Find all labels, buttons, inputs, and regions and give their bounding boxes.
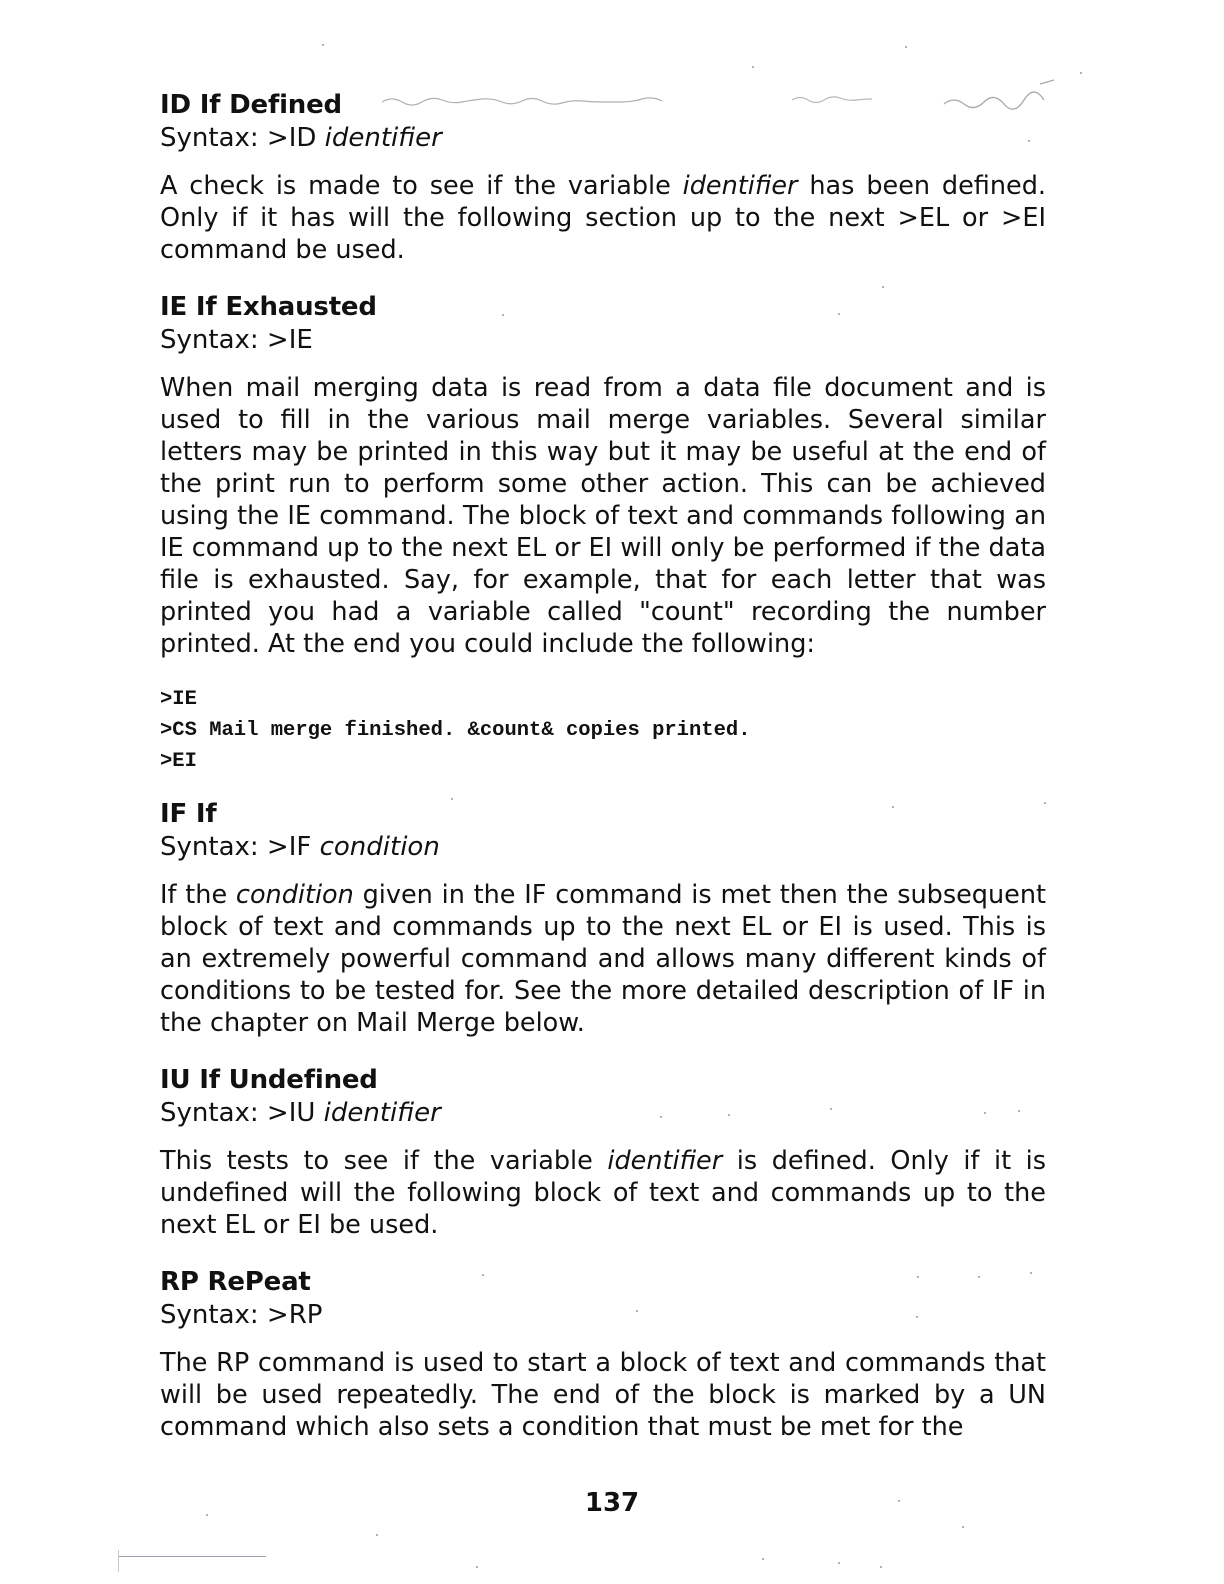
- bleed-through-smudge: [790, 90, 880, 108]
- paragraph-text: This tests to see if the variable: [160, 1146, 608, 1176]
- scan-speck: [376, 1534, 378, 1536]
- scan-speck: [206, 1514, 208, 1516]
- paragraph-text: A check is made to see if the variable: [160, 171, 683, 201]
- paragraph-text: given in the IF command is met then the subsequent block of text and commands up to the next EL or EI is used. This is an extremely powerful command and allows many different kinds of conditions to be tested for. See the more detailed description of IF in the chapter on Mail Merge below.: [160, 880, 1046, 1038]
- section-paragraph: [160, 1145, 1046, 1241]
- syntax-prefix: Syntax: >IU: [160, 1098, 324, 1128]
- section-heading: IF If: [160, 799, 217, 829]
- syntax-line: [160, 831, 1046, 863]
- scan-speck: [880, 1566, 882, 1568]
- section-ie-if-exhausted: [160, 290, 1046, 777]
- page-number: 137: [584, 1488, 640, 1518]
- scan-speck: [978, 1276, 980, 1278]
- scan-speck: [1044, 802, 1046, 804]
- scan-speck: [476, 1566, 478, 1568]
- syntax-prefix: Syntax: >RP: [160, 1300, 323, 1330]
- code-line: >CS Mail merge finished. &count& copies printed.: [160, 719, 751, 742]
- syntax-argument: identifier: [323, 1098, 441, 1128]
- scan-speck: [451, 798, 453, 800]
- scan-speck: [892, 806, 894, 808]
- code-line: >EI: [160, 750, 197, 773]
- scan-speck: [916, 1316, 918, 1318]
- scan-speck: [830, 1108, 832, 1110]
- scan-edge-mark: [118, 1550, 119, 1572]
- document-page: [160, 88, 1046, 1467]
- bleed-through-smudge: [380, 90, 680, 108]
- scan-speck: [322, 44, 324, 46]
- syntax-argument: condition: [319, 832, 440, 862]
- scan-speck: [728, 1114, 730, 1116]
- scan-speck: [962, 1526, 964, 1528]
- scan-speck: [660, 1116, 662, 1118]
- scan-speck: [752, 66, 754, 68]
- section-iu-if-undefined: [160, 1063, 1046, 1241]
- scan-speck: [482, 1274, 484, 1276]
- section-heading: IE If Exhausted: [160, 292, 377, 322]
- scan-speck: [898, 1500, 900, 1502]
- scan-speck: [917, 1276, 919, 1278]
- code-line: >IE: [160, 688, 197, 711]
- paragraph-emphasis: condition: [235, 880, 354, 910]
- section-paragraph: [160, 879, 1046, 1039]
- syntax-prefix: Syntax: >ID: [160, 123, 325, 153]
- footer-rule: [118, 1556, 266, 1557]
- section-paragraph: [160, 170, 1046, 266]
- scan-speck: [882, 286, 884, 288]
- scan-speck: [905, 46, 907, 48]
- syntax-prefix: Syntax: >IF: [160, 832, 320, 862]
- paragraph-emphasis: identifier: [682, 171, 798, 201]
- scan-speck: [984, 1112, 986, 1114]
- section-if-if: [160, 797, 1046, 1039]
- code-example: [160, 684, 1046, 777]
- scan-speck: [762, 1558, 764, 1560]
- syntax-line: [160, 1299, 1046, 1331]
- scan-speck: [1028, 140, 1030, 142]
- section-heading: ID If Defined: [160, 90, 342, 120]
- scan-speck: [1080, 72, 1082, 74]
- scan-speck: [838, 1562, 840, 1564]
- section-heading: RP RePeat: [160, 1267, 311, 1297]
- scan-speck: [1018, 1110, 1020, 1112]
- syntax-prefix: Syntax: >IE: [160, 325, 313, 355]
- section-heading: IU If Undefined: [160, 1065, 378, 1095]
- scan-speck: [636, 1310, 638, 1312]
- syntax-line: [160, 122, 1046, 154]
- paragraph-text: If the: [160, 880, 236, 910]
- paragraph-text: is defined. Only if it is undefined will the following block of text and commands up to the next EL or EI be used.: [160, 1146, 1046, 1240]
- section-paragraph: The RP command is used to start a block of text and commands that will be used repeatedly. The end of the block is marked by a UN command which also sets a condition that must be met for the: [160, 1348, 1046, 1442]
- syntax-line: [160, 1097, 1046, 1129]
- scan-speck: [1030, 1272, 1032, 1274]
- paragraph-emphasis: identifier: [607, 1146, 723, 1176]
- section-rp-repeat: [160, 1265, 1046, 1443]
- section-id-if-defined: [160, 88, 1046, 266]
- scan-speck: [838, 313, 840, 315]
- section-paragraph: When mail merging data is read from a data file document and is used to fill in the various mail merge variables. Several similar letters may be printed in this way but it may be useful at the end of the print run to perform some other action. This can be achieved using the IE command. The block of text and commands following an IE command up to the next EL or EI will only be performed if the data file is exhausted. Say, for example, that for each letter that was printed you had a variable called "count" recording the number printed. At the end you could include the following:: [160, 373, 1046, 659]
- scan-speck: [502, 314, 504, 316]
- bleed-through-smudge: [940, 78, 1060, 112]
- paragraph-text: has been defined. Only if it has will the following section up to the next >EL or >EI command be used.: [160, 171, 1046, 265]
- syntax-argument: identifier: [324, 123, 442, 153]
- syntax-line: [160, 324, 1046, 356]
